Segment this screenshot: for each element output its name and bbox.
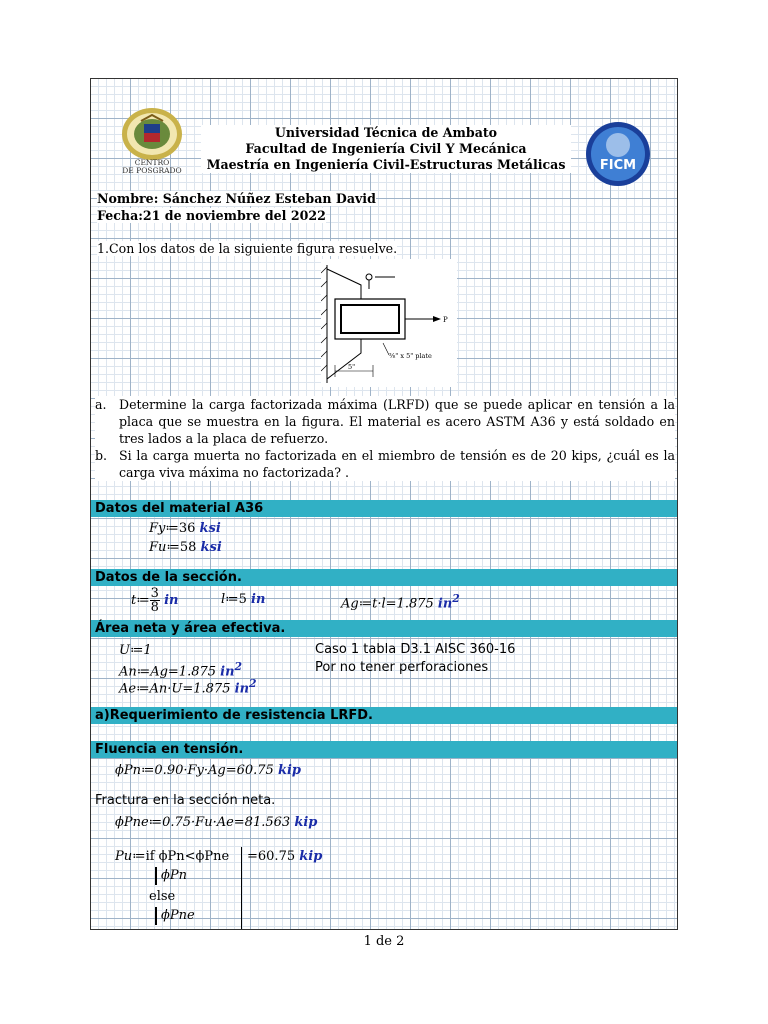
ficm-logo-text: FICM: [599, 158, 637, 173]
l-unit: in: [251, 592, 266, 607]
ae-exponent: 2: [249, 677, 257, 690]
dimension-label: 5": [348, 363, 356, 371]
pu-result-value: =60.75: [247, 849, 296, 864]
section-bar-lrfd: a)Requerimiento de resistencia LRFD.: [91, 707, 678, 724]
ag-expression: Ag≔t·l=1.875: [341, 596, 434, 612]
pu-unit: kip: [299, 849, 323, 864]
pu-else-value: ϕPne: [161, 908, 195, 923]
page-number: 1 de 2: [363, 934, 405, 949]
program-bracket-line: [241, 847, 242, 930]
l-definition: l≔5 in: [221, 592, 266, 607]
fu-unit: ksi: [200, 540, 222, 555]
area-note-2: Por no tener perforaciones: [315, 660, 489, 675]
ag-exponent: 2: [452, 592, 460, 605]
document-header: [201, 125, 571, 173]
pu-program-head: [115, 849, 229, 864]
fy-var: Fy: [149, 521, 166, 536]
then-bracket: [155, 867, 157, 885]
phipne-definition: [115, 815, 317, 830]
ae-definition: [119, 677, 257, 696]
fy-definition: [149, 521, 221, 536]
phipn-unit: kip: [277, 763, 301, 778]
plate-label: ⅜" x 5" plate: [389, 352, 432, 360]
pu-result: [247, 849, 322, 864]
fracture-label: Fractura en la sección neta.: [95, 793, 276, 808]
an-exponent: 2: [234, 660, 243, 673]
question-text: Determine la carga factorizada máxima (LRFD) que se puede aplicar en tensión a la placa que se muestra en la figura. El material es acero ASTM A36 y está soldado en tres lados a la placa de refuerzo.: [119, 397, 675, 446]
ficm-logo: [585, 121, 651, 187]
question-label: b.: [95, 448, 108, 463]
l-value: 5: [238, 592, 247, 607]
t-var: t: [131, 593, 137, 608]
submission-date: Fecha:21 de noviembre del 2022: [97, 208, 326, 223]
section-bar-material: Datos del material A36: [91, 500, 678, 517]
question-label: a.: [95, 397, 107, 412]
question-a: [95, 396, 675, 447]
t-fraction: [150, 587, 160, 614]
area-note-1: Caso 1 tabla D3.1 AISC 360-16: [315, 642, 516, 657]
ag-unit: in: [437, 596, 453, 612]
ae-unit: in: [234, 681, 250, 697]
fy-unit: ksi: [199, 521, 221, 536]
section-bar-yield: Fluencia en tensión.: [91, 741, 678, 758]
load-label: P: [443, 316, 448, 324]
phipne-unit: kip: [294, 815, 318, 830]
u-definition: U≔1: [119, 643, 152, 658]
plate-connection-figure: [321, 259, 457, 387]
t-denominator: 8: [150, 600, 159, 615]
section-bar-section: Datos de la sección.: [91, 569, 678, 586]
question-text: Si la carga muerta no factorizada en el miembro de tensión es de 20 kips, ¿cuál es la carga viva máxima no factorizada? .: [119, 448, 675, 480]
problem-intro: 1.Con los datos de la siguiente figura resuelve.: [97, 241, 398, 256]
ae-expression: Ae≔An·U=1.875: [119, 681, 231, 697]
t-definition: t≔ $\frac{3}{8}$ in: [131, 586, 179, 615]
fu-var: Fu: [149, 540, 167, 555]
fy-value: 36: [178, 521, 196, 536]
question-b: [95, 447, 675, 481]
l-var: l: [221, 592, 226, 607]
pu-lhs: Pu≔: [115, 849, 146, 864]
fy-op: ≔: [165, 521, 179, 536]
university-seal-logo: [121, 107, 183, 161]
phipn-definition: [115, 763, 301, 778]
fu-op: ≔: [166, 540, 180, 555]
student-name: Nombre: Sánchez Núñez Esteban David: [97, 191, 376, 206]
t-unit: in: [164, 593, 179, 608]
question-list: [95, 396, 675, 481]
pu-then: ϕPn: [161, 868, 187, 883]
section-bar-area: Área neta y área efectiva.: [91, 620, 678, 637]
seal-caption-line-1: CENTRO: [134, 158, 170, 167]
fu-value: 58: [179, 540, 197, 555]
t-numerator: 3: [150, 586, 159, 601]
ag-definition: [341, 592, 460, 611]
pu-condition: if ϕPn<ϕPne: [145, 849, 230, 864]
pu-else: else: [149, 889, 176, 904]
faculty-name: Facultad de Ingeniería Civil Y Mecánica: [245, 141, 527, 156]
seal-caption: [117, 159, 187, 175]
phipn-expression: ϕPn≔0.90·Fy·Ag=60.75: [115, 763, 274, 778]
fu-definition: [149, 540, 222, 555]
program-name: Maestría en Ingeniería Civil-Estructuras Metálicas: [206, 157, 566, 172]
seal-caption-line-2: DE POSGRADO: [122, 166, 182, 175]
university-name: Universidad Técnica de Ambato: [274, 125, 498, 140]
else-bracket: [155, 907, 157, 925]
an-expression: An≔Ag=1.875: [119, 664, 217, 680]
phipne-expression: ϕPne≔0.75·Fu·Ae=81.563: [115, 815, 291, 830]
document-page: [90, 78, 678, 930]
an-unit: in: [220, 664, 235, 680]
